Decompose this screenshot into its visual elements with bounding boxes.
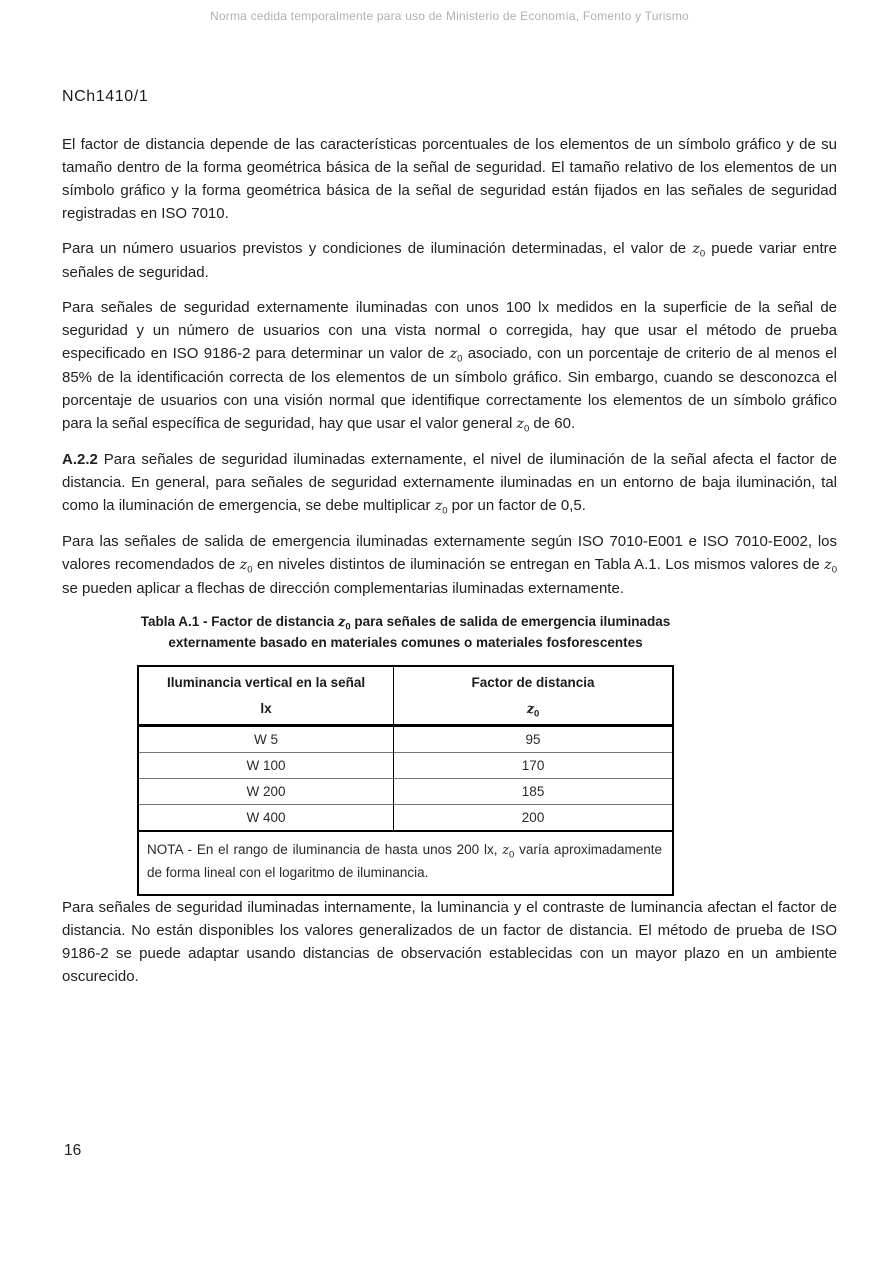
- column-header-iluminancia: [138, 666, 394, 726]
- column-header-factor-label: Factor de distancia: [471, 675, 595, 690]
- column-header-factor: [394, 666, 673, 726]
- cell-factor: 95: [394, 726, 673, 753]
- paragraph-a22: A.2.2 Para señales de seguridad iluminadas externamente, el nivel de iluminación de la señal afecta el factor de distancia. En general, para señales de seguridad externamente iluminadas en un entorno de baja iluminación, tal como la iluminación de emergencia, se debe multiplicar $z_0$ por un factor de 0,5.: [62, 451, 837, 517]
- table-row: [138, 779, 673, 805]
- cell-iluminancia: W 200: [138, 779, 394, 805]
- column-header-iluminancia-label: Iluminancia vertical en la señal: [167, 675, 366, 690]
- paragraph-factor-distancia: El factor de distancia depende de las características porcentuales de los elementos de un símbolo gráfico y de su tamaño dentro de la forma geométrica básica de la señal de seguridad. El tamaño relativo de los elementos de un símbolo gráfico y la forma geométrica básica de la señal de seguridad están fijados en las señales de seguridad registradas en ISO 7010.: [62, 136, 837, 222]
- cell-iluminancia: W 400: [138, 805, 394, 832]
- cell-factor: 170: [394, 753, 673, 779]
- table-note: NOTA - En el rango de iluminancia de hasta unos 200 lx, $z_0$ varía aproximadamente de forma lineal con el logaritmo de iluminancia.: [138, 831, 673, 895]
- table-row: [138, 805, 673, 832]
- watermark-text: Norma cedida temporalmente para uso de Ministerio de Economía, Fomento y Turismo: [210, 9, 689, 23]
- paragraph-salida-emergencia: Para las señales de salida de emergencia iluminadas externamente según ISO 7010-E001 e ISO 7010-E002, los valores recomendados de $z_0$ en niveles distintos de iluminación se entregan en Tabla A.1. Los mismos valores de $z_0$ se pueden aplicar a flechas de dirección complementarias iluminadas externamente.: [62, 533, 837, 597]
- page-number: 16: [64, 1142, 82, 1159]
- paragraph-iluminadas-internamente: Para señales de seguridad iluminadas internamente, la luminancia y el contraste de luminancia afectan el factor de distancia. No están disponibles los valores generalizados de un factor de distancia. El método de prueba de ISO 9186-2 se puede adaptar usando distancias de observación establecidas con un mayor plazo en un ambiente oscurecido.: [62, 899, 837, 985]
- cell-iluminancia: W 100: [138, 753, 394, 779]
- table-note-row: [138, 831, 673, 895]
- table-caption: Tabla A.1 - Factor de distancia $z_0$ para señales de salida de emergencia iluminadas externamente basado en materiales comunes o materiales fosforescentes: [140, 614, 671, 650]
- paragraph-senales-externamente-iluminadas: Para señales de seguridad externamente iluminadas con unos 100 lx medidos en la superficie de la señal de seguridad y un número de usuarios con una vista normal o corregida, hay que usar el método de prueba especificado en ISO 9186-2 para determinar un valor de $z_0$ asociado, con un porcentaje de criterio de al menos el 85% de la identificación correcta de los elementos de un símbolo gráfico. Sin embargo, cuando se desconozca el porcentaje de usuarios con una visión normal que identifique correctamente los elementos de un símbolo gráfico para la señal específica de seguridad, hay que usar el valor general $z_0$ de 60.: [62, 299, 837, 435]
- table-row: [138, 726, 673, 753]
- cell-factor: 185: [394, 779, 673, 805]
- cell-factor: 200: [394, 805, 673, 832]
- column-header-iluminancia-unit: lx: [260, 701, 272, 716]
- body-text: [62, 133, 837, 988]
- column-header-factor-symbol: $z_0$: [526, 702, 540, 720]
- paragraph-numero-usuarios: Para un número usuarios previstos y condiciones de iluminación determinadas, el valor de $z_0$ puede variar entre señales de seguridad.: [62, 240, 837, 281]
- table-a1: [137, 665, 674, 896]
- document-code: NCh1410/1: [62, 88, 149, 105]
- cell-iluminancia: W 5: [138, 726, 394, 753]
- table-header-row: [138, 666, 673, 726]
- table-row: [138, 753, 673, 779]
